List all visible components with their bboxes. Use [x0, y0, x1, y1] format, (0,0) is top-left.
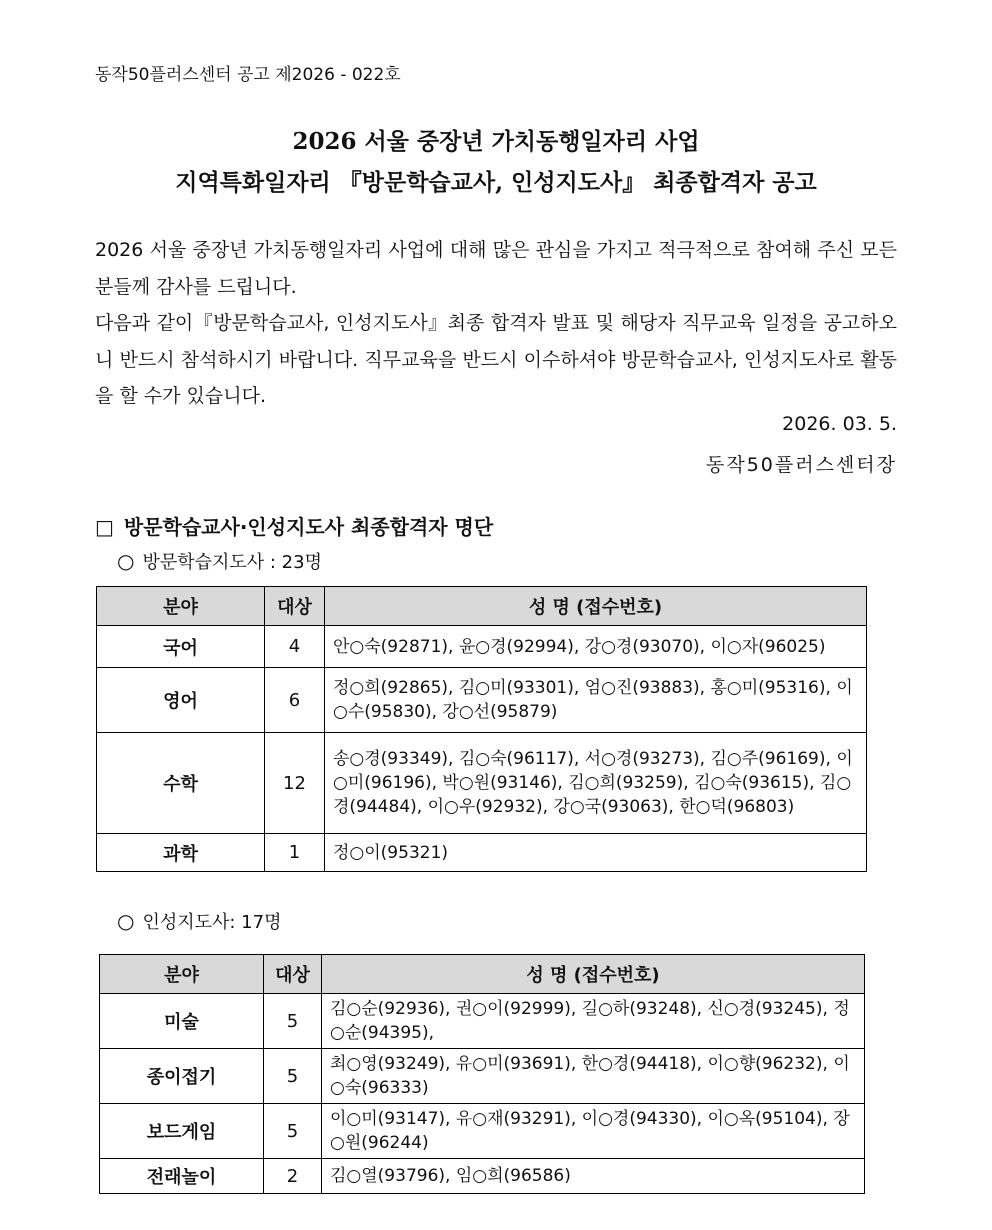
header-names: 성 명 (접수번호) — [322, 955, 865, 994]
row-names: 안○숙(92871), 윤○경(92994), 강○경(93070), 이○자(96025) — [325, 626, 867, 668]
header-names: 성 명 (접수번호) — [325, 587, 867, 626]
table-row — [100, 1104, 865, 1159]
row-count: 1 — [265, 834, 325, 872]
table-row — [97, 626, 867, 668]
group1-heading — [117, 548, 322, 574]
checkbox-square-icon: □ — [95, 515, 114, 539]
page-title-line2: 지역특화일자리 『방문학습교사, 인성지도사』 최종합격자 공고 — [175, 169, 817, 196]
header-count: 대상 — [264, 955, 322, 994]
body-paragraph-notice: 다음과 같이『방문학습교사, 인성지도사』최종 합격자 발표 및 해당자 직무교육 일정을 공고하오니 반드시 참석하시기 바랍니다. 직무교육을 반드시 이수하셔야 방문학습교사, 인성지도사로 활동을 할 수가 있습니다. — [95, 312, 897, 407]
row-names: 김○순(92936), 권○이(92999), 길○하(93248), 신○경(93245), 정○순(94395), — [322, 994, 865, 1049]
section-heading — [95, 511, 493, 540]
row-count: 2 — [264, 1159, 322, 1194]
header-field: 분야 — [100, 955, 264, 994]
character-instructor-results-table — [99, 954, 865, 1194]
row-field: 국어 — [97, 626, 265, 668]
circle-bullet-icon: ○ — [117, 909, 135, 933]
row-names: 정○이(95321) — [325, 834, 867, 872]
table-row — [100, 1049, 865, 1104]
row-field: 영어 — [97, 668, 265, 733]
row-count: 5 — [264, 994, 322, 1049]
row-names: 정○희(92865), 김○미(93301), 엄○진(93883), 홍○미(95316), 이○수(95830), 강○선(95879) — [325, 668, 867, 733]
row-field: 종이접기 — [100, 1049, 264, 1104]
row-names: 송○경(93349), 김○숙(96117), 서○경(93273), 김○주(96169), 이○미(96196), 박○원(93146), 김○희(93259), 김○숙(93615), 김○경(94484), 이○우(92932), 강○국(93063), 한○덕(96803) — [325, 733, 867, 834]
row-field: 미술 — [100, 994, 264, 1049]
group2-heading — [117, 908, 281, 934]
row-count: 6 — [265, 668, 325, 733]
table-header-row — [97, 587, 867, 626]
section-heading-text: 방문학습교사·인성지도사 최종합격자 명단 — [123, 515, 494, 539]
row-names: 최○영(93249), 유○미(93691), 한○경(94418), 이○향(96232), 이○숙(96333) — [322, 1049, 865, 1104]
header-count: 대상 — [265, 587, 325, 626]
row-names: 이○미(93147), 유○재(93291), 이○경(94330), 이○옥(95104), 장○원(96244) — [322, 1104, 865, 1159]
row-names: 김○열(93796), 임○희(96586) — [322, 1159, 865, 1194]
table-row — [97, 733, 867, 834]
table-row — [100, 1159, 865, 1194]
row-field: 전래놀이 — [100, 1159, 264, 1194]
announcement-body — [95, 232, 897, 415]
row-count: 5 — [264, 1104, 322, 1159]
tutor-results-table — [96, 586, 867, 872]
row-count: 12 — [265, 733, 325, 834]
row-field: 보드게임 — [100, 1104, 264, 1159]
page-title-line1: 2026 서울 중장년 가치동행일자리 사업 — [292, 128, 700, 155]
table-row — [97, 668, 867, 733]
row-field: 과학 — [97, 834, 265, 872]
group1-label: 방문학습지도사 : 23명 — [142, 552, 322, 573]
notice-number: 동작50플러스센터 공고 제2026 - 022호 — [95, 65, 401, 85]
table-row — [100, 994, 865, 1049]
row-field: 수학 — [97, 733, 265, 834]
row-count: 5 — [264, 1049, 322, 1104]
issuing-organization: 동작50플러스센터장 — [705, 454, 897, 476]
circle-bullet-icon: ○ — [117, 549, 135, 573]
table-header-row — [100, 955, 865, 994]
announcement-date: 2026. 03. 5. — [782, 413, 897, 435]
group2-label: 인성지도사: 17명 — [142, 912, 282, 933]
row-count: 4 — [265, 626, 325, 668]
header-field: 분야 — [97, 587, 265, 626]
table-row — [97, 834, 867, 872]
body-paragraph-thanks: 2026 서울 중장년 가치동행일자리 사업에 대해 많은 관심을 가지고 적극적으로 참여해 주신 모든 분들께 감사를 드립니다. — [95, 239, 897, 298]
